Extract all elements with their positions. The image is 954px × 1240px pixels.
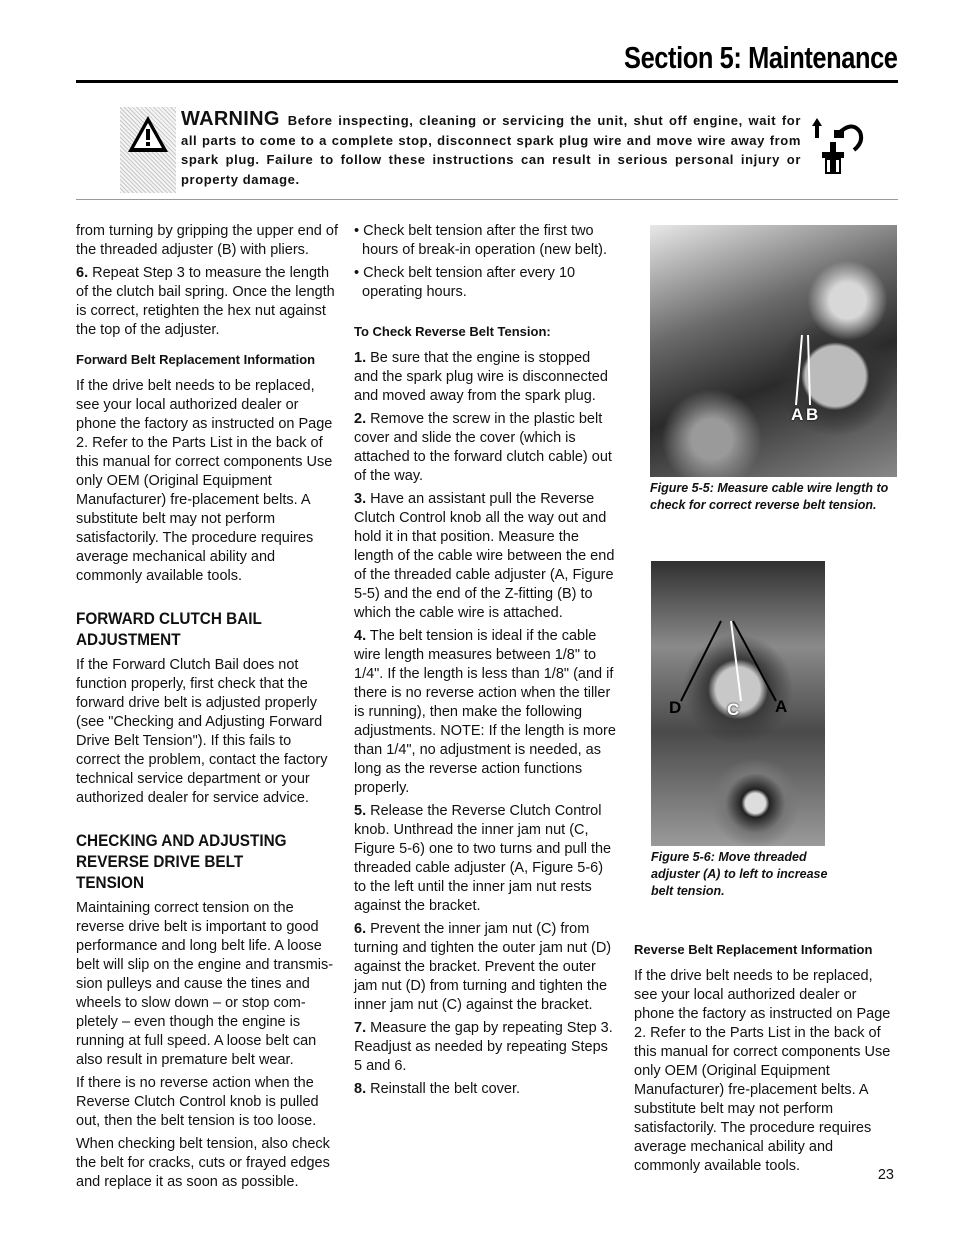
warning-text: Before inspecting, cleaning or servicing the unit, shut off engine, wait for all parts to come to a complete stop, disconnect spark plug wire and move wire away from spark plug. Failure to follow these instructions can result in serious personal injury or property damage. bbox=[181, 113, 801, 187]
figure-label-b: B bbox=[806, 405, 819, 424]
header-rule bbox=[76, 80, 898, 83]
warning-triangle-icon bbox=[126, 114, 170, 154]
paragraph: If the drive belt needs to be replaced, see your local authorized dealer or phone the factory as instructed on Page 2. Refer to the Parts List in the back of this manual for correct components Use only OEM (Original Equipment Manufacturer) fre-placement belts. A substitute belt may not perform satisfactorily. The procedure requires average mechanical ability and commonly available tools. bbox=[76, 378, 333, 584]
step-4: 4. The belt tension is ideal if the cable wire length measures between 1/8" to 1/4". If the length is less than 1/8" (and if there is no reverse action when the tiller is running), then make the following adjustments. NOTE: If the length is more than 1/4", no adjustment is needed, as long as the reverse action functions properly. bbox=[354, 628, 616, 796]
figure-5-5-pointers bbox=[650, 225, 897, 477]
step-6: 6. Repeat Step 3 to measure the length of the clutch bail spring. Once the length is correct, retighten the hex nut against the top of the adjuster. bbox=[76, 265, 335, 338]
section-title: Section 5: Maintenance bbox=[624, 40, 898, 75]
figure-5-6-photo bbox=[651, 561, 825, 846]
forward-belt-replacement-heading: Forward Belt Replacement Information bbox=[76, 352, 316, 367]
figure-label-d: D bbox=[669, 698, 682, 717]
paragraph: Maintaining correct tension on the reverse drive belt is important to good performance and long belt life. A loose belt will slip on the engine and transmis-sion pulleys and cause the tines and wheels to slow down – or stop com-pletely – even though the engine is running at full speed. A loose belt can also result in premature belt wear. bbox=[76, 900, 334, 1068]
paragraph: from turning by gripping the upper end of the threaded adjuster (B) with pliers. bbox=[76, 223, 338, 258]
step-7: 7. Measure the gap by repeating Step 3. Readjust as needed by repeating Steps 5 and 6. bbox=[354, 1020, 613, 1074]
figure-5-5-photo bbox=[650, 225, 897, 477]
reverse-belt-replacement-heading: Reverse Belt Replacement Information bbox=[634, 942, 873, 957]
paragraph: When checking belt tension, also check the belt for cracks, cuts or frayed edges and replace it as soon as possible. bbox=[76, 1136, 330, 1190]
step-1: 1. Be sure that the engine is stopped and the spark plug wire is disconnected and moved away from the spark plug. bbox=[354, 350, 608, 404]
warning-notice bbox=[181, 110, 801, 189]
reverse-drive-belt-heading: CHECKING AND ADJUSTING REVERSE DRIVE BELT TENSION bbox=[76, 831, 287, 892]
check-reverse-belt-heading: To Check Reverse Belt Tension: bbox=[354, 324, 551, 339]
figure-label-a: A bbox=[791, 405, 804, 424]
figure-5-6-caption: Figure 5-6: Move threaded adjuster (A) to left to increase belt tension. bbox=[651, 850, 828, 898]
bullet-item: • Check belt tension after the first two hours of break-in operation (new belt). bbox=[354, 222, 616, 260]
step-5: 5. Release the Reverse Clutch Control knob. Unthread the inner jam nut (C, Figure 5-6) one to two turns and pull the threaded cable adjuster (A, Figure 5-6) to the left until the inner jam nut rests against the bracket. bbox=[354, 803, 612, 914]
column-right bbox=[634, 940, 896, 1180]
step-8: 8. Reinstall the belt cover. bbox=[354, 1081, 521, 1097]
warning-divider bbox=[76, 199, 898, 200]
paragraph: If there is no reverse action when the Reverse Clutch Control knob is pulled out, then the belt tension is too loose. bbox=[76, 1075, 319, 1129]
warning-heading: WARNING bbox=[181, 108, 280, 130]
spark-plug-wire-icon bbox=[808, 112, 868, 176]
forward-clutch-bail-heading: FORWARD CLUTCH BAIL ADJUSTMENT bbox=[76, 609, 262, 649]
page-number: 23 bbox=[877, 1167, 894, 1183]
column-left bbox=[76, 222, 338, 1196]
paragraph: If the Forward Clutch Bail does not function properly, first check that the forward drive belt is adjusted properly (see "Checking and Adjusting Forward Drive Belt Tension"). If this fails to correct the problem, contact the factory technical service department or your authorized dealer for service advice. bbox=[76, 657, 328, 806]
step-6: 6. Prevent the inner jam nut (C) from turning and tighten the outer jam nut (D) against the bracket. Prevent the outer jam nut (D) from turning and tighten the inner jam nut (C) against the bracket. bbox=[354, 921, 612, 1013]
step-2: 2. Remove the screw in the plastic belt cover and slide the cover (which is attached to the forward clutch cable) out of the way. bbox=[354, 411, 612, 484]
column-middle bbox=[354, 222, 616, 1103]
figure-label-c: C bbox=[727, 700, 740, 719]
figure-label-a: A bbox=[775, 697, 788, 716]
figure-5-5-caption: Figure 5-5: Measure cable wire length to check for correct reverse belt tension. bbox=[650, 481, 889, 512]
step-3: 3. Have an assistant pull the Reverse Clutch Control knob all the way out and hold it in that position. Measure the length of the cable wire between the end of the threaded cable adjuster (A, Figure 5-5) and the end of the Z-fitting (B) to which the cable wire is attached. bbox=[354, 491, 615, 621]
paragraph: If the drive belt needs to be replaced, see your local authorized dealer or phone the factory as instructed on Page 2. Refer to the Parts List in the back of this manual for correct components Use only OEM (Original Equipment Manufacturer) fre-placement belts. A substitute belt may not perform satisfactorily. The procedure requires average mechanical ability and commonly available tools. bbox=[634, 968, 891, 1174]
bullet-item: • Check belt tension after every 10 operating hours. bbox=[354, 264, 616, 302]
